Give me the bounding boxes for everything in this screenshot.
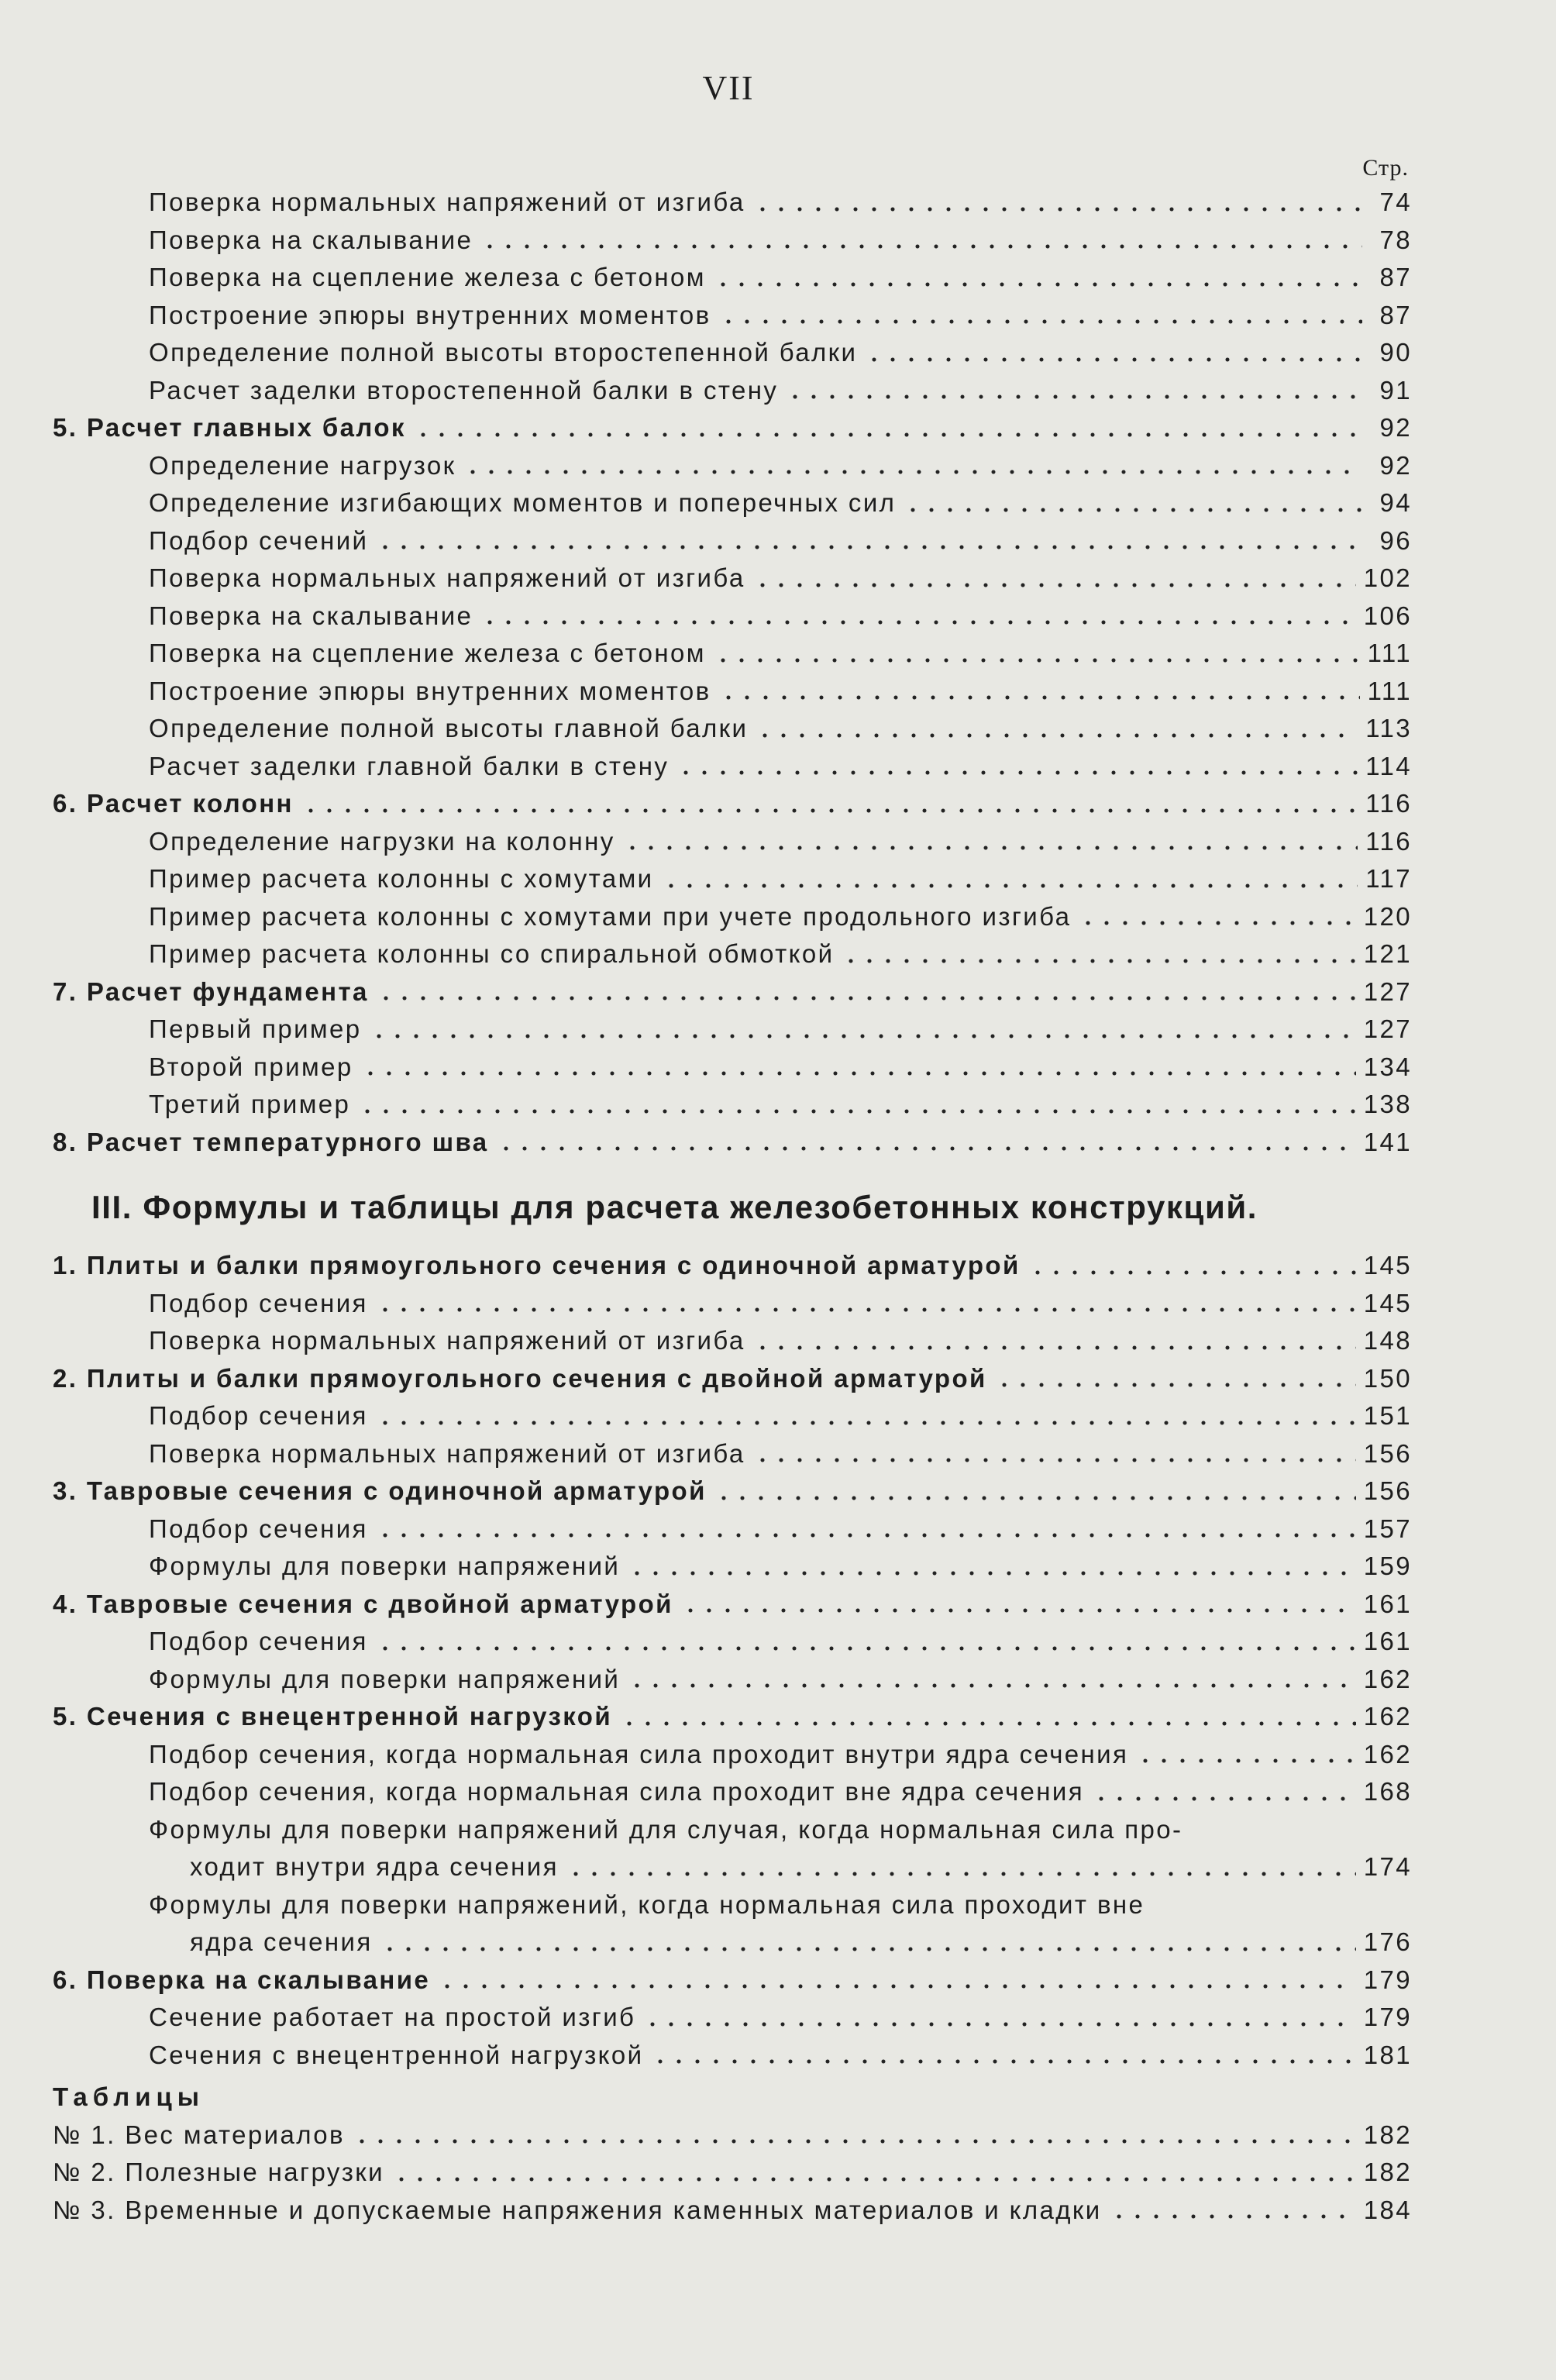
dot-leader xyxy=(353,2129,1356,2144)
dot-leader xyxy=(681,1598,1356,1614)
toc-entry xyxy=(0,297,1412,335)
toc-entry-title: Поверка нормальных напряжений от изгиба xyxy=(149,563,745,592)
dot-leader xyxy=(361,1061,1356,1076)
toc-entry-title: 5. Расчет главных балок xyxy=(53,413,406,442)
toc-entry-title: ядра сечения xyxy=(190,1927,373,1956)
toc-entry-page: 87 xyxy=(1379,300,1412,329)
toc-entry-title: Поверка нормальных напряжений от изгиба xyxy=(149,1438,745,1468)
dot-leader xyxy=(376,1410,1356,1426)
toc-entry-title: Определение изгибающих моментов и поперечных сил xyxy=(149,488,897,517)
toc-entry xyxy=(0,710,1412,748)
dot-leader xyxy=(676,760,1358,776)
dot-leader xyxy=(377,986,1356,1001)
toc-entry-page: 121 xyxy=(1363,939,1412,968)
toc-entry xyxy=(0,2192,1412,2230)
dot-leader xyxy=(566,1862,1356,1877)
toc-entry xyxy=(0,2037,1412,2075)
toc-entry-title: Подбор сечения, когда нормальная сила проходит вне ядра сечения xyxy=(149,1777,1085,1806)
toc-entry-title: Поверка на сцепление железа с бетоном xyxy=(149,639,706,667)
toc-entry-page: 74 xyxy=(1379,188,1412,216)
toc-entry-title: 5. Сечения с внецентренной нагрузкой xyxy=(53,1702,613,1731)
toc-entry-page: 117 xyxy=(1365,864,1412,893)
tables-heading xyxy=(0,2079,1412,2117)
toc-entry-title: Подбор сечения xyxy=(149,1401,368,1430)
dot-leader xyxy=(1110,2204,1356,2220)
toc-entry-page: 111 xyxy=(1367,676,1412,705)
toc-entry-title: 7. Расчет фундамента xyxy=(53,976,369,1006)
dot-leader xyxy=(358,1099,1355,1114)
toc-entry-title: Третий пример xyxy=(149,1090,351,1118)
toc-entry-page: 174 xyxy=(1363,1852,1412,1881)
dot-leader xyxy=(1092,1786,1356,1802)
toc-entry xyxy=(0,1623,1412,1661)
dot-leader xyxy=(753,1448,1356,1463)
toc-entry xyxy=(0,1586,1412,1624)
dot-leader xyxy=(376,1297,1356,1313)
toc-entry-title: III. Формулы и таблицы для расчета железобетонных конструкций. xyxy=(91,1188,1258,1225)
toc-entry-page: 179 xyxy=(1363,1965,1412,1994)
toc-entry-title: 3. Тавровые сечения с одиночной арматурой xyxy=(53,1476,707,1505)
dot-leader xyxy=(753,1335,1356,1351)
toc-entry-page: 116 xyxy=(1365,826,1412,856)
toc-entry-title: Поверка на скалывание xyxy=(149,601,473,630)
toc-entry-page: 162 xyxy=(1363,1739,1412,1769)
dot-leader xyxy=(719,685,1360,701)
dot-leader xyxy=(376,535,1362,550)
toc-entry xyxy=(0,259,1412,297)
toc-entry-title: Определение полной высоты главной балки xyxy=(149,714,749,742)
toc-entry xyxy=(0,1736,1412,1774)
toc-entry-title: 2. Плиты и балки прямоугольного сечения с двойной арматурой xyxy=(53,1363,987,1393)
toc-entry-page: 78 xyxy=(1379,225,1412,254)
toc-entry-page: 141 xyxy=(1363,1127,1412,1156)
toc-entry-page: 127 xyxy=(1363,1014,1412,1043)
toc-entry-title: Сечения с внецентренной нагрузкой xyxy=(149,2040,644,2069)
toc-entry-title: 1. Плиты и балки прямоугольного сечения с одиночной арматурой xyxy=(53,1251,1021,1280)
toc-entry xyxy=(0,2154,1412,2192)
dot-leader xyxy=(380,1937,1356,1952)
toc-entry-page: 156 xyxy=(1363,1476,1412,1505)
toc-entry-page: 168 xyxy=(1363,1777,1412,1806)
toc-entry xyxy=(0,334,1412,372)
dot-leader xyxy=(714,648,1360,663)
toc-entry-page: 157 xyxy=(1363,1514,1412,1543)
toc-entry xyxy=(0,1999,1412,2037)
toc-entry-page: 138 xyxy=(1363,1090,1412,1118)
dot-leader xyxy=(1079,911,1355,926)
toc-entry-page: 113 xyxy=(1365,714,1412,742)
toc-entry-page: 162 xyxy=(1363,1702,1412,1731)
toc-entry xyxy=(0,598,1412,635)
toc-entry xyxy=(0,484,1412,522)
toc-entry-title: Формулы для поверки напряжений, когда нормальная сила проходит вне xyxy=(149,1889,1145,1919)
toc-entry-title: Поверка нормальных напряжений от изгиба xyxy=(149,1326,745,1355)
toc-entry-page: 90 xyxy=(1379,338,1412,367)
toc-entry xyxy=(0,1548,1412,1586)
dot-leader xyxy=(376,1523,1356,1538)
table-of-contents xyxy=(0,184,1412,2229)
toc-entry-title: 6. Поверка на скалывание xyxy=(53,1965,431,1994)
dot-leader xyxy=(628,1561,1355,1576)
dot-leader xyxy=(714,1486,1356,1501)
toc-entry xyxy=(0,1661,1412,1699)
dot-leader xyxy=(1136,1748,1355,1764)
toc-entry-title: Определение полной высоты второстепенной балки xyxy=(149,338,858,367)
toc-entry xyxy=(0,1510,1412,1548)
page-column-label: Стр. xyxy=(1362,155,1409,181)
toc-entry-title: № 3. Временные и допускаемые напряжения каменных материалов и кладки xyxy=(53,2195,1102,2224)
toc-entry-page: 148 xyxy=(1363,1326,1412,1355)
page-number: VII xyxy=(702,69,755,107)
dot-leader xyxy=(651,2049,1355,2065)
dot-leader xyxy=(376,1636,1356,1652)
toc-entry-title: Подбор сечения xyxy=(149,1627,368,1655)
dot-leader xyxy=(904,498,1362,513)
toc-entry xyxy=(0,1247,1412,1285)
toc-entry-page: 87 xyxy=(1379,263,1412,291)
toc-entry-title: Второй пример xyxy=(149,1052,353,1081)
part-heading xyxy=(0,1189,1412,1226)
toc-entry-title: ходит внутри ядра сечения xyxy=(190,1852,559,1881)
toc-entry-title: Расчет заделки второстепенной балки в стену xyxy=(149,375,779,405)
toc-entry-title: Пример расчета колонны со спиральной обмоткой xyxy=(149,939,835,968)
toc-entry-page: 127 xyxy=(1363,976,1412,1006)
toc-entry xyxy=(0,1698,1412,1736)
toc-entry-page: 134 xyxy=(1363,1052,1412,1081)
toc-entry xyxy=(0,447,1412,485)
toc-entry xyxy=(0,1285,1412,1323)
toc-entry-page: 94 xyxy=(1379,488,1412,517)
toc-entry-page: 182 xyxy=(1363,2158,1412,2186)
toc-entry xyxy=(0,409,1412,447)
toc-entry xyxy=(0,1086,1412,1124)
toc-entry-page: 181 xyxy=(1363,2040,1412,2069)
toc-entry xyxy=(0,1124,1412,1162)
toc-entry-title: № 2. Полезные нагрузки xyxy=(53,2158,384,2186)
toc-entry-page: 92 xyxy=(1379,413,1412,442)
dot-leader xyxy=(995,1373,1356,1388)
dot-leader xyxy=(842,949,1355,964)
toc-entry-title: Определение нагрузок xyxy=(149,450,456,480)
toc-entry xyxy=(0,1962,1412,1999)
toc-entry-title: Пример расчета колонны с хомутами xyxy=(149,864,654,893)
toc-entry-page: 145 xyxy=(1363,1288,1412,1317)
toc-entry-title: Первый пример xyxy=(149,1014,362,1043)
toc-entry-title: Поверка на скалывание xyxy=(149,225,473,254)
toc-entry-page: 91 xyxy=(1379,375,1412,405)
toc-entry-page: 184 xyxy=(1363,2195,1412,2224)
toc-entry-page: 176 xyxy=(1363,1927,1412,1956)
toc-entry xyxy=(0,860,1412,898)
dot-leader xyxy=(623,835,1358,851)
dot-leader xyxy=(865,347,1362,363)
toc-entry xyxy=(0,1811,1412,1849)
toc-entry-page: 96 xyxy=(1379,525,1412,555)
dot-leader xyxy=(719,309,1362,325)
toc-entry xyxy=(0,1924,1412,1962)
dot-leader xyxy=(370,1024,1356,1039)
toc-entry-title: Подбор сечений xyxy=(149,525,369,555)
toc-entry-page: 150 xyxy=(1363,1363,1412,1393)
dot-leader xyxy=(463,460,1362,475)
toc-entry xyxy=(0,748,1412,786)
dot-leader xyxy=(301,798,1358,814)
toc-entry xyxy=(0,673,1412,711)
dot-leader xyxy=(628,1673,1355,1689)
toc-entry xyxy=(0,635,1412,673)
toc-entry-title: Определение нагрузки на колонну xyxy=(149,826,615,856)
toc-entry-title: Подбор сечения xyxy=(149,1288,368,1317)
toc-entry-title: Формулы для поверки напряжений xyxy=(149,1552,621,1580)
toc-entry xyxy=(0,785,1412,823)
dot-leader xyxy=(392,2167,1356,2182)
toc-entry xyxy=(0,2117,1412,2154)
toc-entry-page: 106 xyxy=(1363,601,1412,630)
toc-entry xyxy=(0,935,1412,973)
dot-leader xyxy=(438,1974,1356,1989)
toc-entry-title: № 1. Вес материалов xyxy=(53,2120,345,2149)
toc-entry xyxy=(0,560,1412,598)
dot-leader xyxy=(1028,1260,1356,1276)
toc-entry-title: Расчет заделки главной балки в стену xyxy=(149,751,670,780)
dot-leader xyxy=(480,234,1362,250)
dot-leader xyxy=(480,610,1355,625)
toc-entry-page: 162 xyxy=(1363,1664,1412,1693)
dot-leader xyxy=(756,723,1358,739)
toc-entry-title: Поверка на сцепление железа с бетоном xyxy=(149,263,706,291)
toc-entry-title: Поверка нормальных напряжений от изгиба xyxy=(149,188,745,216)
toc-entry-title: 6. Расчет колонн xyxy=(53,789,294,818)
toc-entry-page: 111 xyxy=(1367,639,1412,667)
toc-entry-page: 114 xyxy=(1365,751,1412,780)
toc-entry-title: Построение эпюры внутренних моментов xyxy=(149,676,711,705)
toc-entry xyxy=(0,184,1412,222)
toc-entry xyxy=(0,1848,1412,1886)
toc-entry-title: Пример расчета колонны с хомутами при учете продольного изгиба xyxy=(149,901,1072,931)
toc-entry-title: 8. Расчет температурного шва xyxy=(53,1127,489,1156)
toc-entry-page: 102 xyxy=(1363,563,1412,592)
dot-leader xyxy=(753,197,1362,212)
dot-leader xyxy=(714,272,1362,288)
toc-entry-title: 4. Тавровые сечения с двойной арматурой xyxy=(53,1589,673,1618)
toc-entry-page: 151 xyxy=(1363,1401,1412,1430)
dot-leader xyxy=(643,2012,1355,2027)
toc-entry xyxy=(0,1472,1412,1510)
toc-entry xyxy=(0,522,1412,560)
toc-entry xyxy=(0,1322,1412,1360)
toc-entry-page: 179 xyxy=(1363,2003,1412,2031)
toc-entry xyxy=(0,898,1412,936)
toc-entry-title: Формулы для поверки напряжений xyxy=(149,1664,621,1693)
toc-entry-title: Подбор сечения xyxy=(149,1514,368,1543)
toc-entry xyxy=(0,1397,1412,1435)
toc-entry-title: Построение эпюры внутренних моментов xyxy=(149,300,711,329)
toc-entry-title: Формулы для поверки напряжений для случая, когда нормальная сила про- xyxy=(149,1814,1183,1844)
toc-entry xyxy=(0,1886,1412,1924)
toc-entry-title: Таблицы xyxy=(53,2082,205,2111)
toc-entry-page: 145 xyxy=(1363,1251,1412,1280)
toc-entry-page: 182 xyxy=(1363,2120,1412,2149)
toc-entry xyxy=(0,1773,1412,1811)
toc-entry-title: Подбор сечения, когда нормальная сила проходит внутри ядра сечения xyxy=(149,1739,1129,1769)
toc-entry xyxy=(0,823,1412,861)
toc-entry-page: 159 xyxy=(1363,1552,1412,1580)
toc-entry-page: 92 xyxy=(1379,450,1412,480)
toc-entry xyxy=(0,1435,1412,1473)
toc-entry-page: 116 xyxy=(1365,789,1412,818)
toc-entry-page: 120 xyxy=(1363,901,1412,931)
dot-leader xyxy=(786,384,1362,400)
toc-entry-page: 161 xyxy=(1363,1627,1412,1655)
dot-leader xyxy=(497,1136,1356,1152)
toc-entry xyxy=(0,973,1412,1011)
toc-entry xyxy=(0,1360,1412,1398)
dot-leader xyxy=(753,573,1356,588)
dot-leader xyxy=(414,422,1362,438)
toc-entry xyxy=(0,1011,1412,1049)
toc-entry-page: 156 xyxy=(1363,1438,1412,1468)
toc-entry xyxy=(0,372,1412,410)
toc-entry xyxy=(0,1049,1412,1087)
toc-entry xyxy=(0,222,1412,260)
toc-entry-title: Сечение работает на простой изгиб xyxy=(149,2003,636,2031)
toc-entry-page: 161 xyxy=(1363,1589,1412,1618)
dot-leader xyxy=(662,873,1358,889)
dot-leader xyxy=(620,1711,1356,1727)
